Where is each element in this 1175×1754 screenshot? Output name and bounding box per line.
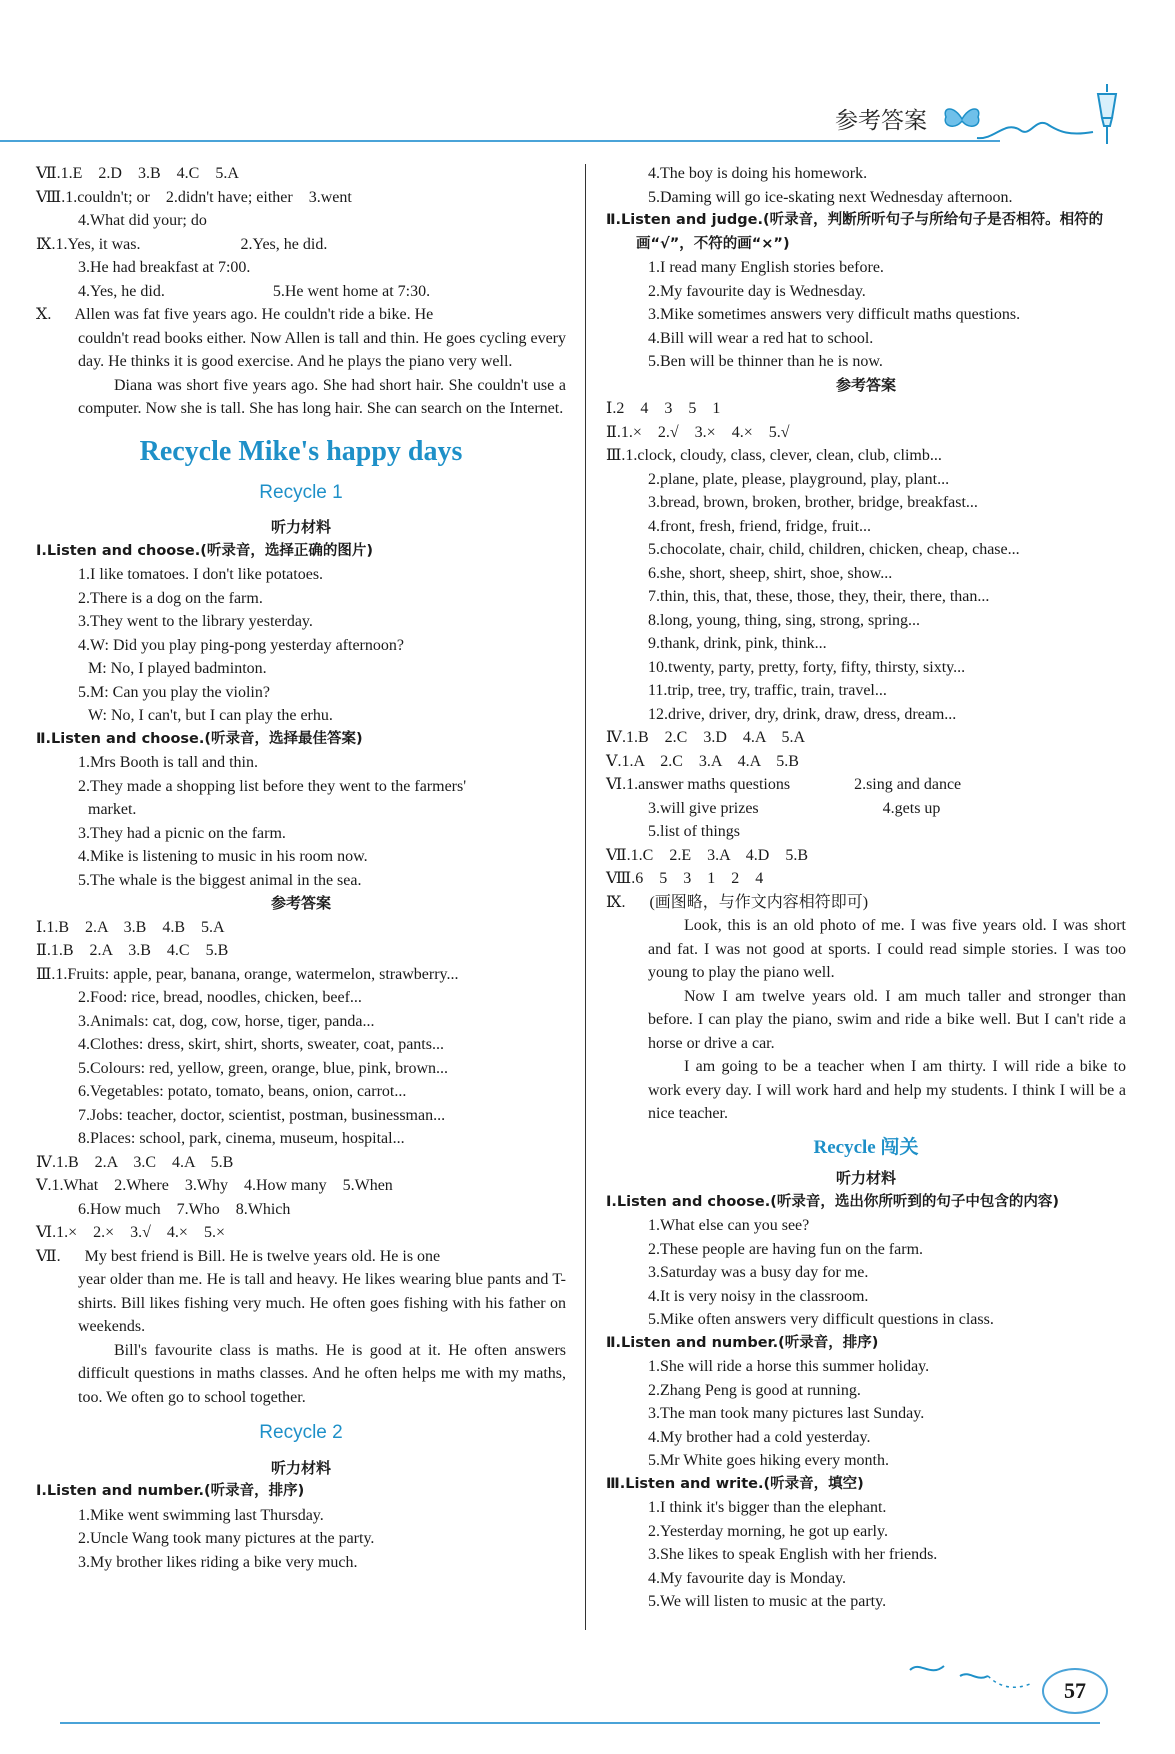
bird-decoration-icon <box>900 1648 1050 1708</box>
text-line: 1.She will ride a horse this summer holiday. <box>648 1358 930 1375</box>
text-line: 1.Mike went swimming last Thursday. <box>78 1506 324 1524</box>
exercise-heading: Ⅲ.Listen and write.(听录音，填空) <box>606 1475 864 1492</box>
text-line: 1.What else can you see? <box>648 1217 810 1234</box>
header-title: 参考答案 <box>835 108 927 134</box>
exercise-heading: Ⅰ.Listen and number.(听录音，排序) <box>36 1483 305 1499</box>
text-line: 3.Animals: cat, dog, cow, horse, tiger, panda... <box>78 1012 375 1030</box>
text-line: 2.They made a shopping list before they went to the farmers' <box>78 777 467 795</box>
subsection-label: 参考答案 <box>270 894 331 912</box>
paragraph: Bill's favourite class is maths. He is good at it. He often answers difficult questions in maths classes. And he often helps me with my maths, too. We often go to school together. <box>78 1341 566 1406</box>
text-line: Ⅲ.1.Fruits: apple, pear, banana, orange, watermelon, strawberry... <box>36 965 459 983</box>
text-line: Ⅷ.1.couldn't; or 2.didn't have; either 3.went <box>36 188 352 206</box>
text-line: 3.Mike sometimes answers very difficult maths questions. <box>648 306 1021 323</box>
text-line: 3.The man took many pictures last Sunday. <box>648 1405 925 1422</box>
text-line: market. <box>88 801 137 818</box>
text-line: Ⅴ.1.What 2.Where 3.Why 4.How many 5.When <box>36 1177 393 1194</box>
text-line: M: No, I played badminton. <box>88 660 267 677</box>
text-line: 4.The boy is doing his homework. <box>648 165 868 182</box>
exercise-heading: Ⅰ.Listen and choose.(听录音，选出你所听到的句子中包含的内容) <box>606 1193 1059 1210</box>
text-line: Ⅹ. Allen was fat five years ago. He couldn't ride a bike. He <box>36 306 434 323</box>
text-line: 7.Jobs: teacher, doctor, scientist, postman, businessman... <box>78 1106 446 1124</box>
text-line: 6.How much 7.Who 8.Which <box>78 1200 291 1218</box>
text-line: 4.My brother had a cold yesterday. <box>648 1428 871 1446</box>
text-line: 1.I read many English stories before. <box>648 259 884 276</box>
left-column <box>36 162 566 1574</box>
text-line: Ⅰ.2 4 3 5 1 <box>606 400 721 417</box>
text-line: Ⅳ.1.B 2.A 3.C 4.A 5.B <box>36 1153 234 1171</box>
text-line: 11.trip, tree, try, traffic, train, travel... <box>648 682 887 699</box>
text-line: Ⅸ. (画图略，与作文内容相符即可) <box>606 893 869 911</box>
text-line: Ⅷ.6 5 3 1 2 4 <box>606 870 764 887</box>
exercise-heading: Ⅱ.Listen and judge.(听录音，判断所听句子与所给句子是否相符。相符的画“√”，不符的画“×”) <box>606 212 1104 252</box>
text-line: W: No, I can't, but I can play the erhu. <box>88 707 333 724</box>
text-line: 5.Mike often answers very difficult questions in class. <box>648 1311 994 1328</box>
text-line: Ⅵ.1.answer maths questions 2.sing and dance <box>606 776 962 793</box>
subsection-label: 参考答案 <box>835 375 896 394</box>
text-line: 10.twenty, party, pretty, forty, fifty, thirsty, sixty... <box>648 658 966 676</box>
text-line: 5.Ben will be thinner than he is now. <box>648 353 883 370</box>
text-line: 3.My brother likes riding a bike very much. <box>78 1553 358 1571</box>
column-divider <box>585 164 586 1630</box>
text-line: 4.Clothes: dress, skirt, shirt, shorts, sweater, coat, pants... <box>78 1036 444 1053</box>
footer-rule <box>60 1722 1100 1724</box>
text-line: 6.Vegetables: potato, tomato, beans, onion, carrot... <box>78 1083 407 1100</box>
text-line: Ⅱ.1.B 2.A 3.B 4.C 5.B <box>36 942 229 959</box>
text-line: 4.What did your; do <box>78 212 207 229</box>
text-line: 2.Yesterday morning, he got up early. <box>648 1522 888 1540</box>
text-line: 8.Places: school, park, cinema, museum, hospital... <box>78 1130 405 1147</box>
text-line: 1.I like tomatoes. I don't like potatoes. <box>78 566 324 583</box>
text-line: 9.thank, drink, pink, think... <box>648 635 827 652</box>
text-line: 4.front, fresh, friend, fridge, fruit... <box>648 517 872 535</box>
text-line: 4.W: Did you play ping-pong yesterday afternoon? <box>78 636 404 654</box>
exercise-heading: Ⅱ.Listen and choose.(听录音，选择最佳答案) <box>36 730 363 747</box>
text-line: Ⅰ.1.B 2.A 3.B 4.B 5.A <box>36 918 225 936</box>
text-line: 5.Mr White goes hiking every month. <box>648 1452 889 1469</box>
section-title: Recycle 2 <box>259 1422 343 1443</box>
text-line: Ⅳ.1.B 2.C 3.D 4.A 5.A <box>606 729 806 746</box>
text-line: 2.There is a dog on the farm. <box>78 589 263 607</box>
text-line: 5.We will listen to music at the party. <box>648 1593 887 1610</box>
text-line: 3.They went to the library yesterday. <box>78 613 313 630</box>
text-line: Ⅸ.1.Yes, it was. 2.Yes, he did. <box>36 235 328 253</box>
text-line: 5.list of things <box>648 823 741 840</box>
paragraph: Diana was short five years ago. She had short hair. She couldn't use a computer. Now she is tall. She has long hair. She can search on the Internet. <box>78 376 566 417</box>
text-line: 2.Uncle Wang took many pictures at the party. <box>78 1530 375 1547</box>
text-line: 2.plane, plate, please, playground, play, plant... <box>648 470 950 488</box>
text-line: 4.My favourite day is Monday. <box>648 1569 847 1587</box>
text-line: 3.Saturday was a busy day for me. <box>648 1264 869 1281</box>
paragraph: I am going to be a teacher when I am thirty. I will ride a bike to work every day. I will work hard and help my students. I think I will be a nice teacher. <box>648 1058 1126 1122</box>
text-line: 5.M: Can you play the violin? <box>78 683 270 701</box>
text-line: 6.she, short, sheep, shirt, shoe, show... <box>648 564 893 582</box>
text-line: 5.The whale is the biggest animal in the sea. <box>78 871 362 889</box>
text-line: Ⅶ. My best friend is Bill. He is twelve years old. He is one <box>36 1247 441 1265</box>
text-line: year older than me. He is tall and heavy. He likes wearing blue pants and T-shirts. Bill likes fishing very much. He often goes fishing with his father on weekends. <box>78 1271 566 1335</box>
text-line: Ⅵ.1.× 2.× 3.√ 4.× 5.× <box>36 1224 225 1241</box>
paragraph: Now I am twelve years old. I am much taller and stronger than before. I can play the piano, swim and ride a bike well. But I can't ride a horse or drive a car. <box>648 987 1126 1052</box>
text-line: 5.Colours: red, yellow, green, orange, blue, pink, brown... <box>78 1059 448 1077</box>
text-line: 2.These people are having fun on the farm. <box>648 1240 924 1258</box>
exercise-heading: Ⅰ.Listen and choose.(听录音，选择正确的图片) <box>36 542 373 559</box>
text-line: 1.I think it's bigger than the elephant. <box>648 1499 887 1516</box>
page-number: 57 <box>1042 1668 1108 1714</box>
text-line: 3.bread, brown, broken, brother, bridge, breakfast... <box>648 494 978 511</box>
text-line: 4.It is very noisy in the classroom. <box>648 1287 869 1305</box>
text-line: 7.thin, this, that, these, those, they, their, there, than... <box>648 588 990 605</box>
unit-title: Recycle Mike's happy days <box>139 435 463 467</box>
subsection-label: 听力材料 <box>270 1458 331 1477</box>
text-line: 2.My favourite day is Wednesday. <box>648 282 866 300</box>
section-title: Recycle 1 <box>259 481 343 503</box>
subsection-label: 听力材料 <box>270 518 331 536</box>
right-column <box>606 162 1126 1614</box>
text-line: 1.Mrs Booth is tall and thin. <box>78 754 258 771</box>
text-line: 12.drive, driver, dry, drink, draw, dress, dream... <box>648 705 957 723</box>
text-line: 3.She likes to speak English with her friends. <box>648 1546 938 1563</box>
header-rule <box>0 140 1000 142</box>
text-line: Ⅱ.1.× 2.√ 3.× 4.× 5.√ <box>606 423 790 441</box>
text-line: 2.Food: rice, bread, noodles, chicken, beef... <box>78 989 362 1006</box>
subsection-label: 听力材料 <box>835 1169 896 1187</box>
text-line: Ⅴ.1.A 2.C 3.A 4.A 5.B <box>606 752 799 770</box>
text-line: 5.Daming will go ice-skating next Wednesday afternoon. <box>648 188 1013 206</box>
text-line: 4.Yes, he did. 5.He went home at 7:30. <box>78 282 431 300</box>
lamp-icon <box>1090 82 1124 146</box>
text-line: 5.chocolate, chair, child, children, chicken, cheap, chase... <box>648 541 1020 558</box>
text-line: 8.long, young, thing, sing, strong, spring... <box>648 611 921 629</box>
exercise-heading: Ⅱ.Listen and number.(听录音，排序) <box>606 1334 879 1351</box>
text-line: 3.He had breakfast at 7:00. <box>78 259 251 276</box>
text-line: 4.Bill will wear a red hat to school. <box>648 329 874 347</box>
text-line: 4.Mike is listening to music in his room now. <box>78 848 368 865</box>
text-line: Ⅶ.1.E 2.D 3.B 4.C 5.A <box>36 165 239 182</box>
text-line: Ⅲ.1.clock, cloudy, class, clever, clean, club, climb... <box>606 447 942 464</box>
section-title: Recycle 闯关 <box>813 1136 919 1158</box>
text-line: Ⅶ.1.C 2.E 3.A 4.D 5.B <box>606 846 808 864</box>
text-line: 3.will give prizes 4.gets up <box>648 799 941 817</box>
text-line: couldn't read books either. Now Allen is tall and thin. He goes cycling every day. He thinks it is good exercise. And he plays the piano very well. <box>78 329 566 370</box>
paragraph: Look, this is an old photo of me. I was five years old. I was short and fat. I was not good at sports. I could read simple stories. I was too young to play the piano well. <box>648 917 1126 981</box>
text-line: 3.They had a picnic on the farm. <box>78 824 286 842</box>
text-line: 2.Zhang Peng is good at running. <box>648 1381 861 1399</box>
